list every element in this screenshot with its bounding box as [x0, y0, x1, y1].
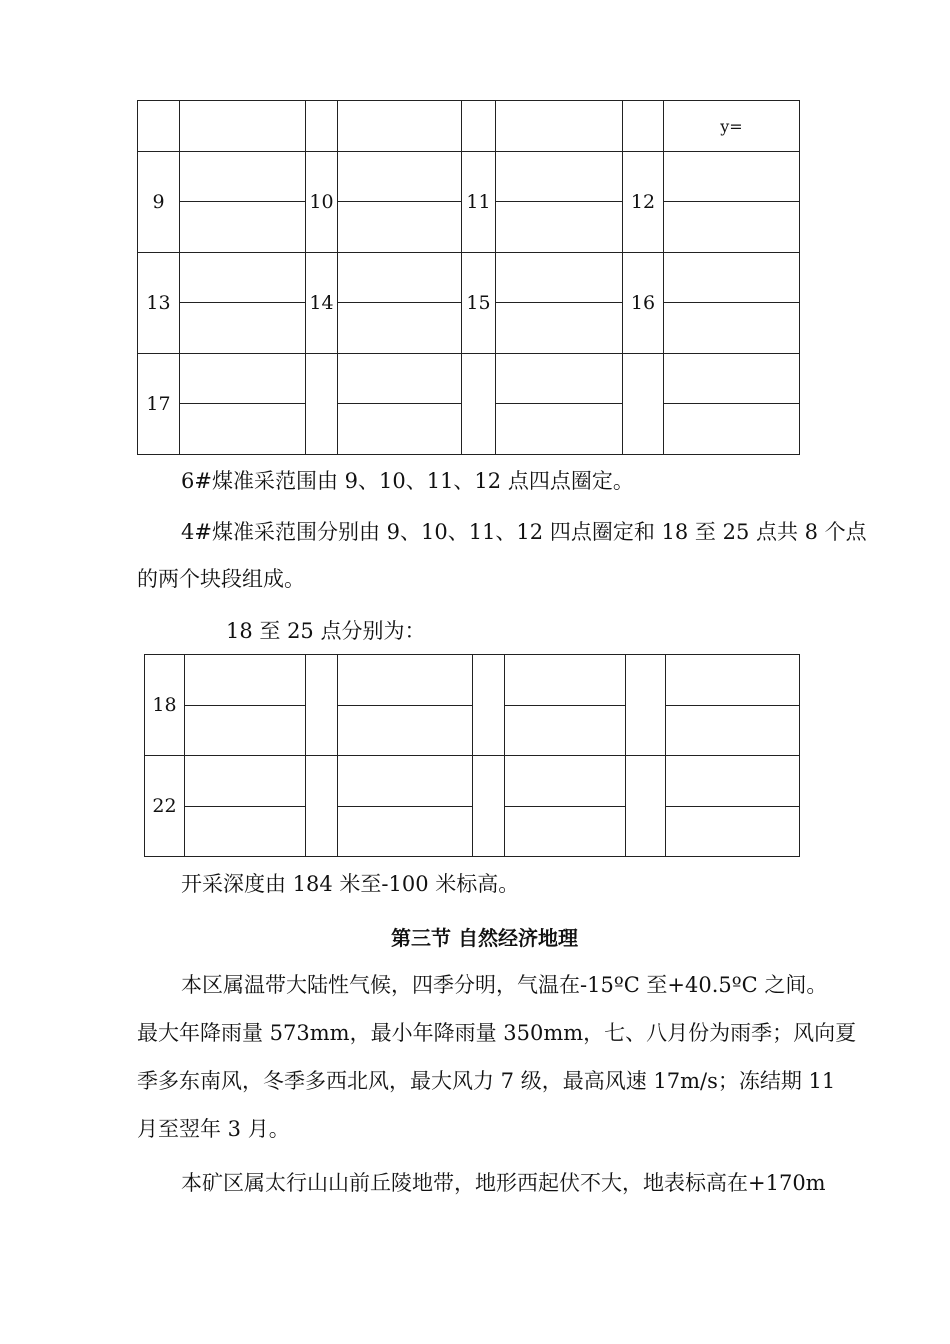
- point-label: 14: [306, 253, 338, 354]
- table-cell: [496, 253, 623, 303]
- paragraph-4-coal-scope-line1: 4#煤准采范围分别由 9、10、11、12 四点圈定和 18 至 25 点共 8 个点: [181, 520, 867, 544]
- coordinates-table-points-18-25: [144, 654, 800, 857]
- terrain-paragraph-line1: 本矿区属太行山山前丘陵地带，地形西起伏不大，地表标高在+170m: [181, 1171, 826, 1195]
- point-label: 13: [138, 253, 180, 354]
- table-cell: [338, 152, 462, 202]
- table-cell: [338, 404, 462, 455]
- table-cell: [666, 706, 800, 756]
- table-row: [145, 655, 800, 706]
- table-cell: [338, 354, 462, 404]
- mining-depth-paragraph: 开采深度由 184 米至-100 米标高。: [181, 872, 520, 896]
- table-cell: [180, 202, 306, 253]
- table-cell: [666, 655, 800, 706]
- coordinates-table-points-9-17: [137, 100, 800, 455]
- table-cell: [338, 101, 462, 152]
- point-label: 16: [623, 253, 664, 354]
- table-cell: [185, 756, 306, 807]
- table-cell: [666, 756, 800, 807]
- table-cell: [180, 354, 306, 404]
- point-label: 12: [623, 152, 664, 253]
- table-cell: [505, 756, 626, 807]
- paragraph-6-coal-scope: 6#煤准采范围由 9、10、11、12 点四点圈定。: [181, 469, 634, 493]
- table-cell: [180, 253, 306, 303]
- point-label: 22: [145, 756, 185, 857]
- point-label: 9: [138, 152, 180, 253]
- table-row: [138, 354, 800, 404]
- point-label: 10: [306, 152, 338, 253]
- table-row: [145, 807, 800, 857]
- table-cell: [338, 253, 462, 303]
- table-cell: [473, 756, 505, 857]
- table-cell: [306, 354, 338, 455]
- table-cell: [496, 303, 623, 354]
- table-cell: [138, 101, 180, 152]
- table-cell: [185, 706, 306, 756]
- table-cell: [462, 101, 496, 152]
- table-cell: [623, 101, 664, 152]
- table-cell: [496, 101, 623, 152]
- table-cell: [180, 101, 306, 152]
- table-cell: [664, 253, 800, 303]
- y-coordinate-header: y=: [664, 101, 800, 152]
- table-row: [145, 756, 800, 807]
- point-label: 11: [462, 152, 496, 253]
- table-cell: [473, 655, 505, 756]
- table-cell: [664, 303, 800, 354]
- climate-paragraph-line2: 最大年降雨量 573mm，最小年降雨量 350mm，七、八月份为雨季；风向夏: [137, 1021, 857, 1045]
- table-cell: [180, 152, 306, 202]
- table-cell: [666, 807, 800, 857]
- table-row: [138, 253, 800, 303]
- table-cell: [664, 202, 800, 253]
- table-cell: [338, 706, 473, 756]
- table-cell: [505, 706, 626, 756]
- table-row: [138, 152, 800, 202]
- table-cell: [664, 404, 800, 455]
- point-label: 17: [138, 354, 180, 455]
- table-cell: [338, 655, 473, 706]
- paragraph-4-coal-scope-line2: 的两个块段组成。: [137, 567, 305, 591]
- table-cell: [338, 303, 462, 354]
- table-cell: [306, 101, 338, 152]
- climate-paragraph-line3: 季多东南风，冬季多西北风，最大风力 7 级，最高风速 17m/s；冻结期 11: [137, 1069, 836, 1093]
- table-cell: [626, 655, 666, 756]
- table-cell: [462, 354, 496, 455]
- table-cell: [338, 756, 473, 807]
- point-label: 18: [145, 655, 185, 756]
- table-cell: [338, 807, 473, 857]
- table-cell: [338, 202, 462, 253]
- table-cell: [496, 404, 623, 455]
- table-cell: [306, 655, 338, 756]
- climate-paragraph-line4: 月至翌年 3 月。: [137, 1117, 290, 1141]
- table-cell: [180, 303, 306, 354]
- points-18-25-intro: 18 至 25 点分别为：: [226, 619, 426, 643]
- section-heading: 第三节 自然经济地理: [391, 926, 578, 950]
- table-cell: [505, 655, 626, 706]
- table-cell: [623, 354, 664, 455]
- climate-paragraph-line1: 本区属温带大陆性气候，四季分明，气温在-15ºC 至+40.5ºC 之间。: [181, 973, 828, 997]
- table-cell: [496, 354, 623, 404]
- table-cell: [185, 655, 306, 706]
- table-cell: [505, 807, 626, 857]
- table-cell: [664, 354, 800, 404]
- table-cell: [180, 404, 306, 455]
- table-row: [138, 101, 800, 152]
- table-cell: [664, 152, 800, 202]
- table-cell: [496, 202, 623, 253]
- point-label: 15: [462, 253, 496, 354]
- table-cell: [626, 756, 666, 857]
- table-row: [145, 706, 800, 756]
- table-cell: [306, 756, 338, 857]
- table-cell: [185, 807, 306, 857]
- table-cell: [496, 152, 623, 202]
